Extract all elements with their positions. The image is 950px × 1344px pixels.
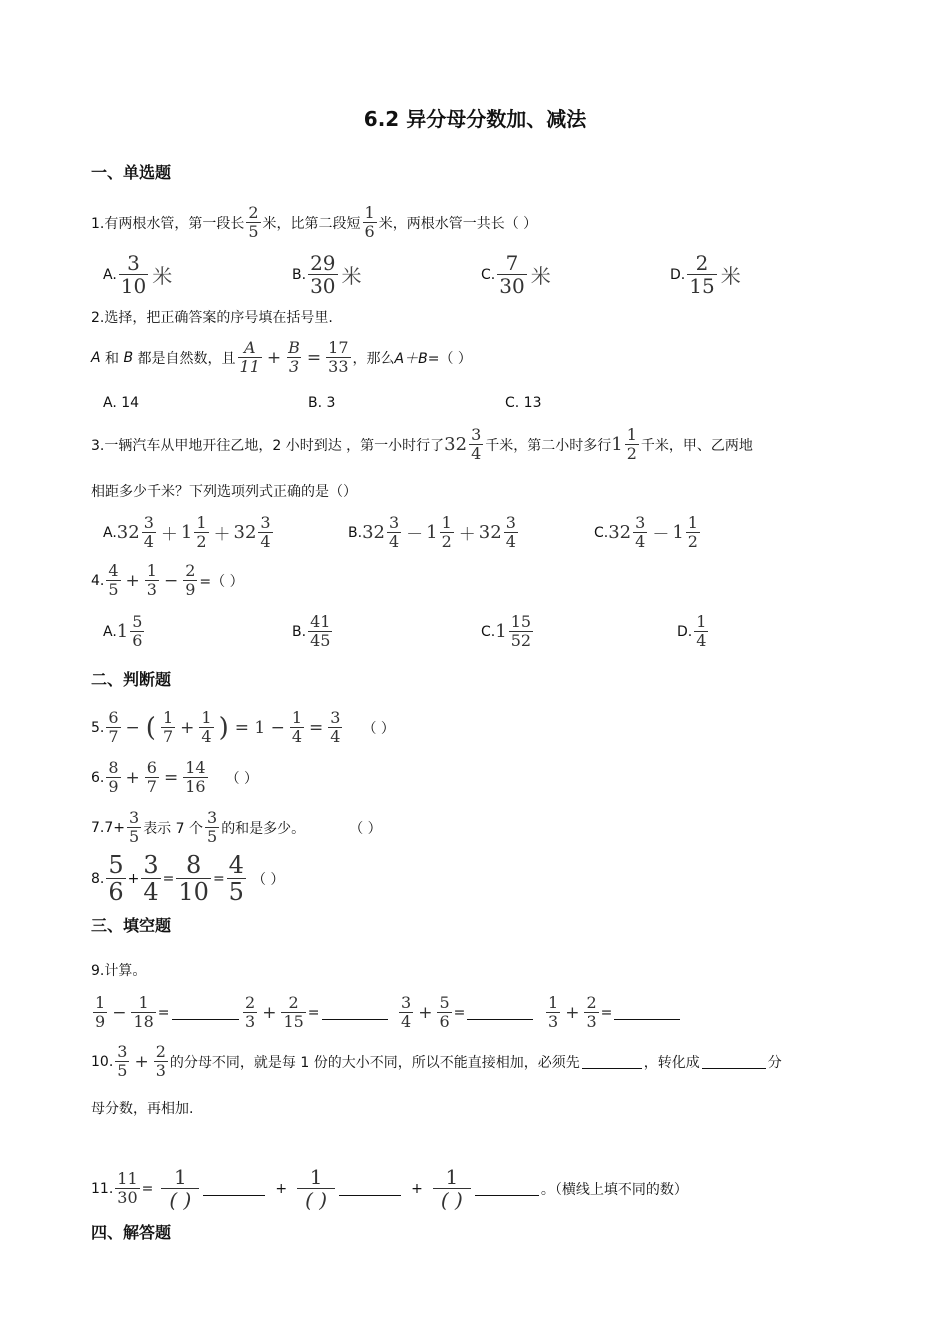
denominator: 3	[586, 1012, 597, 1031]
q3-option-c[interactable]	[594, 515, 702, 550]
equals-sign: =	[163, 767, 179, 788]
numerator: 1	[173, 1165, 187, 1189]
q8-number: 8.	[91, 870, 105, 887]
unit-label: 米	[720, 264, 741, 288]
numerator: 11	[117, 1169, 138, 1188]
numerator: 1	[146, 561, 157, 580]
plus-sign: +	[266, 347, 282, 368]
numerator: 1	[687, 513, 698, 532]
plus-sign: ＋	[213, 525, 231, 545]
q1-prefix: 1.有两根水管，第一段长	[91, 215, 245, 232]
option-fraction	[308, 614, 332, 649]
question-3-line-2: 相距多少千米？下列选项列式正确的是（）	[91, 484, 357, 500]
q2-fraction-3	[326, 340, 350, 375]
q8-fraction-3	[176, 853, 211, 904]
numerator: 41	[310, 612, 331, 631]
q7-mid: 表示 7 个	[143, 820, 203, 837]
denominator: 45	[310, 631, 331, 650]
mixed-whole: 1	[426, 522, 438, 543]
numerator: 2	[288, 993, 299, 1012]
q10-text-2: ，转化成	[643, 1054, 700, 1071]
q2-option-b[interactable]: B. 3	[308, 395, 336, 411]
numerator: 1	[196, 513, 207, 532]
denominator: 4	[696, 631, 707, 650]
question-6	[91, 760, 258, 795]
answer-paren: （ ）	[225, 770, 259, 787]
option-label: A.	[103, 266, 117, 283]
q8-fraction-1	[106, 853, 125, 904]
denominator: 18	[133, 1012, 154, 1031]
denominator: 6	[108, 878, 124, 906]
plus-sign: +	[125, 767, 140, 788]
q4-option-c[interactable]	[481, 614, 535, 649]
denominator: 15	[689, 274, 715, 298]
option-label: A.	[103, 524, 117, 541]
q11-fraction-1	[115, 1171, 139, 1206]
denominator: 4	[260, 532, 271, 551]
q2-expression: A＋B=	[394, 350, 440, 367]
answer-paren: （ ）	[251, 871, 285, 888]
denominator: 9	[108, 777, 119, 796]
equals-sign: =	[212, 870, 225, 887]
mixed-whole: 32	[444, 434, 468, 455]
q10-number: 10.	[91, 1053, 114, 1070]
q5-fraction-3	[199, 710, 213, 745]
equals-sign: =	[453, 1004, 466, 1021]
equals-sign: =	[309, 717, 324, 738]
equals-sign: =	[162, 870, 175, 887]
denominator: 7	[108, 727, 119, 746]
q7-fraction-2	[205, 810, 219, 845]
numerator: 3	[388, 513, 400, 532]
option-label: C.	[481, 266, 496, 283]
denominator: 16	[185, 777, 206, 796]
plus-sign: ＋	[458, 525, 476, 545]
option-label: C.	[594, 524, 609, 541]
numerator: 1	[364, 203, 375, 222]
fraction-b	[131, 995, 155, 1030]
q4-option-b[interactable]	[292, 614, 334, 649]
q3-mid: 千米，第二小时多行	[485, 437, 612, 454]
minus-sign: －	[652, 525, 670, 545]
numerator: 8	[108, 758, 119, 777]
q1-option-a[interactable]	[103, 253, 172, 296]
answer-blank[interactable]	[582, 1054, 642, 1069]
answer-blank[interactable]	[475, 1181, 539, 1196]
denominator: 6	[364, 222, 375, 241]
numerator: 3	[471, 425, 482, 444]
question-2-line-2	[91, 340, 472, 375]
q6-number: 6.	[91, 769, 105, 786]
plus-sign: +	[275, 1180, 288, 1197]
var-b: B	[123, 349, 134, 366]
denominator: 10	[178, 878, 209, 906]
q1-fraction-2	[363, 205, 377, 240]
option-fraction	[130, 614, 144, 649]
numerator: 5	[132, 612, 143, 631]
numerator: 17	[328, 338, 349, 357]
denominator: 4	[401, 1012, 412, 1031]
q5-fraction-4	[290, 710, 304, 745]
denominator: 4	[330, 727, 341, 746]
denominator: 15	[283, 1012, 304, 1031]
q6-fraction-1	[106, 760, 120, 795]
operator: +	[565, 1002, 580, 1023]
question-10-line-1	[91, 1044, 782, 1079]
page-title: 6.2 异分母分数加、减法	[363, 107, 587, 131]
denominator: 4	[505, 532, 516, 551]
numerator: 5	[108, 851, 124, 879]
option-fraction	[308, 253, 337, 296]
numerator: 14	[185, 758, 206, 777]
equals-sign: =	[157, 1004, 170, 1021]
q10-text-3: 分	[767, 1054, 782, 1071]
option-fraction	[694, 614, 708, 649]
option-label: D.	[670, 266, 686, 283]
denominator: 4	[471, 444, 482, 463]
denominator: 3	[288, 357, 300, 376]
q4-fraction-1	[106, 563, 120, 598]
q11-number: 11.	[91, 1180, 114, 1197]
mixed-fraction	[686, 515, 700, 550]
mixed-whole: 1	[495, 621, 507, 642]
section-heading-true-false: 二、判断题	[91, 670, 172, 689]
equals-sign: =	[306, 347, 322, 368]
denominator: ( )	[161, 1188, 199, 1210]
numerator: 3	[505, 513, 516, 532]
q7-fraction-1	[127, 810, 141, 845]
q8-fraction-4	[227, 853, 246, 904]
answer-blank[interactable]	[702, 1054, 766, 1069]
question-7	[91, 810, 382, 845]
denominator: 10	[120, 274, 147, 298]
question-5	[91, 710, 395, 745]
q3-option-b[interactable]	[348, 515, 520, 550]
denominator: 5	[108, 580, 119, 599]
section-heading-solve: 四、解答题	[91, 1223, 172, 1242]
mixed-fraction	[194, 515, 208, 550]
right-paren: )	[218, 712, 229, 743]
section-heading-fill-in: 三、填空题	[91, 916, 172, 935]
mixed-whole: 32	[233, 522, 257, 543]
q1-suffix: 米，两根水管一共长（ ）	[378, 215, 538, 232]
q11-end: 。（横线上填不同的数）	[540, 1181, 688, 1198]
equals-sign: =	[600, 1004, 613, 1021]
mixed-whole: 1	[611, 434, 623, 455]
mixed-whole: 32	[116, 522, 140, 543]
q5-fraction-2	[161, 710, 175, 745]
operator: +	[262, 1002, 277, 1023]
q2-fraction-2	[286, 340, 302, 375]
operator: −	[112, 1002, 127, 1023]
answer-paren: （ ）	[439, 350, 472, 367]
mixed-whole: 1	[672, 522, 684, 543]
mixed-fraction	[258, 515, 272, 550]
denominator: 5	[248, 222, 259, 241]
plus-sign: +	[125, 570, 140, 591]
numerator: 1	[626, 425, 637, 444]
q4-option-d[interactable]	[677, 614, 710, 649]
numerator: 1	[696, 612, 707, 631]
denominator: 30	[310, 274, 336, 298]
question-11	[91, 1167, 688, 1210]
denominator: ( )	[433, 1188, 471, 1210]
denominator: 3	[155, 1061, 166, 1080]
numerator: 1	[201, 708, 212, 727]
mixed-fraction	[440, 515, 454, 550]
numerator: 7	[505, 251, 519, 275]
and-text: 和	[100, 350, 124, 367]
q1-option-c[interactable]	[481, 253, 551, 296]
answer-paren: （ ）	[349, 820, 382, 837]
denominator: 5	[117, 1061, 128, 1080]
denominator: 7	[162, 727, 174, 746]
question-4	[91, 563, 244, 598]
q3-prefix: 3.一辆汽车从甲地开往乙地，2 小时到达 ，第一小时行了	[91, 437, 445, 454]
question-9-label: 9.计算。	[91, 963, 147, 979]
denominator: 2	[687, 532, 698, 551]
fraction-a	[399, 995, 413, 1030]
numerator: 1	[548, 993, 559, 1012]
denominator: 3	[146, 580, 157, 599]
question-9-items	[91, 995, 682, 1030]
denominator: 5	[207, 827, 218, 846]
mixed-fraction	[633, 515, 647, 550]
mixed-fraction	[504, 515, 518, 550]
option-label: D.	[677, 623, 693, 640]
mixed-whole: 1	[180, 522, 193, 543]
unit-fraction	[161, 1167, 199, 1210]
q10-fraction-2	[154, 1044, 168, 1079]
question-3-line-1	[91, 427, 753, 462]
option-fraction	[497, 253, 526, 296]
denominator: 52	[510, 631, 532, 650]
denominator: 3	[548, 1012, 559, 1031]
q2-fraction-1	[238, 340, 262, 375]
numerator: 1	[95, 993, 106, 1012]
numerator: 3	[143, 513, 154, 532]
numerator: 3	[127, 251, 140, 275]
denominator: 3	[245, 1012, 256, 1031]
mixed-whole: 32	[478, 522, 502, 543]
numerator: 3	[635, 513, 646, 532]
numerator: 4	[228, 851, 244, 879]
answer-blank[interactable]	[467, 1005, 533, 1020]
q1-mid: 米，比第二段短	[262, 215, 361, 232]
numerator: 1	[441, 513, 452, 532]
q2-text-2: ，那么	[352, 350, 395, 367]
mixed-fraction	[142, 515, 156, 550]
denominator: 11	[239, 357, 260, 376]
numerator: 1	[291, 708, 303, 727]
minus-sign: −	[163, 570, 179, 591]
option-label: C.	[481, 623, 496, 640]
numerator: 3	[129, 808, 140, 827]
unit-fraction	[433, 1167, 471, 1210]
denominator: 4	[291, 727, 303, 746]
numerator: 2	[248, 203, 259, 222]
denominator: 4	[143, 878, 159, 906]
q9-item-2	[241, 995, 397, 1030]
q3-suffix: 千米，甲、乙两地	[640, 437, 753, 454]
numerator: 1	[445, 1165, 459, 1189]
numerator: 2	[155, 1042, 166, 1061]
denominator: 5	[228, 878, 244, 906]
numerator: 1	[162, 708, 174, 727]
numerator: 3	[207, 808, 218, 827]
mixed-whole: 32	[608, 522, 632, 543]
question-1	[91, 205, 537, 240]
numerator: 6	[146, 758, 157, 777]
q4-tail: =（ ）	[199, 573, 244, 590]
numerator: 1	[309, 1165, 323, 1189]
q3-option-a[interactable]	[103, 515, 275, 550]
option-label: A.	[103, 623, 117, 640]
numerator: A	[243, 338, 256, 357]
fraction-b	[281, 995, 305, 1030]
numerator: 2	[185, 561, 196, 580]
unit-label: 米	[341, 264, 362, 288]
denominator: 2	[441, 532, 452, 551]
unit-label: 米	[152, 264, 173, 288]
denominator: 2	[626, 444, 637, 463]
fraction-a	[243, 995, 257, 1030]
fraction-a	[93, 995, 107, 1030]
plus-sign: +	[127, 870, 140, 887]
q4-option-a[interactable]	[103, 614, 146, 649]
denominator: 6	[439, 1012, 450, 1031]
numerator: 4	[108, 561, 119, 580]
mixed-whole: 1	[116, 621, 129, 642]
q5-fraction-5	[328, 710, 342, 745]
q9-item-1	[91, 995, 241, 1030]
fraction-a	[546, 995, 560, 1030]
minus-sign: －	[406, 525, 424, 545]
equals-sign: =	[307, 1004, 320, 1021]
denominator: 7	[146, 777, 157, 796]
q9-item-3	[397, 995, 544, 1030]
denominator: 9	[185, 580, 196, 599]
denominator: 4	[635, 532, 646, 551]
q2-text-1: 都是自然数，且	[133, 350, 236, 367]
answer-blank[interactable]	[614, 1005, 680, 1020]
numerator: 2	[695, 251, 709, 275]
q6-fraction-3	[183, 760, 207, 795]
denominator: 2	[196, 532, 207, 551]
numerator: 8	[186, 851, 202, 879]
numerator: 3	[143, 851, 159, 879]
q7-prefix: 7.7+	[91, 819, 125, 836]
numerator: 3	[401, 993, 412, 1012]
plus-sign: +	[180, 717, 195, 738]
numerator: B	[288, 338, 300, 357]
q2-option-c[interactable]: C. 13	[505, 395, 542, 411]
equals-sign: =	[141, 1180, 154, 1197]
numerator: 3	[117, 1042, 128, 1061]
equals-one-minus: = 1 −	[234, 717, 285, 738]
question-2-line-1: 2.选择，把正确答案的序号填在括号里.	[91, 310, 333, 326]
numerator: 29	[310, 251, 336, 275]
denominator: ( )	[297, 1188, 335, 1210]
answer-blank[interactable]	[172, 1005, 239, 1020]
option-label: B.	[292, 623, 307, 640]
numerator: 3	[330, 708, 341, 727]
denominator: 30	[499, 274, 525, 298]
plus-sign: +	[134, 1051, 149, 1072]
numerator: 6	[108, 708, 119, 727]
numerator: 15	[510, 612, 532, 631]
q10-fraction-1	[115, 1044, 129, 1079]
left-paren: (	[145, 712, 156, 743]
q4-fraction-2	[145, 563, 159, 598]
denominator: 4	[388, 532, 400, 551]
mixed-fraction	[387, 515, 401, 550]
option-fraction	[687, 253, 716, 296]
answer-blank[interactable]	[339, 1181, 401, 1196]
q5-fraction-1	[106, 710, 120, 745]
denominator: 5	[129, 827, 140, 846]
denominator: 4	[143, 532, 154, 551]
denominator: 9	[95, 1012, 106, 1031]
option-fraction	[119, 253, 148, 296]
denominator: 30	[117, 1188, 138, 1207]
q1-option-b[interactable]	[292, 253, 362, 296]
question-10-line-2: 母分数，再相加.	[91, 1101, 194, 1117]
mixed-fraction	[469, 427, 483, 462]
answer-blank[interactable]	[322, 1005, 388, 1020]
q10-text-1: 的分母不同，就是每 1 份的大小不同，所以不能直接相加，必须先	[169, 1054, 580, 1071]
q4-fraction-3	[183, 563, 197, 598]
var-a: A	[91, 349, 101, 366]
answer-paren: （ ）	[362, 720, 395, 737]
mixed-fraction	[625, 427, 639, 462]
plus-sign: +	[411, 1180, 423, 1197]
option-fraction	[509, 614, 533, 649]
denominator: 6	[132, 631, 143, 650]
minus-sign: −	[125, 717, 140, 738]
q4-number: 4.	[91, 572, 105, 589]
section-heading-single-choice: 一、单选题	[91, 163, 172, 182]
numerator: 1	[138, 993, 149, 1012]
numerator: 3	[260, 513, 271, 532]
q5-number: 5.	[91, 719, 105, 736]
numerator: 2	[245, 993, 256, 1012]
fraction-b	[437, 995, 451, 1030]
mixed-whole: 32	[362, 522, 385, 543]
unit-fraction	[297, 1167, 335, 1210]
option-label: B.	[348, 524, 363, 541]
q1-fraction-1	[246, 205, 260, 240]
q1-option-d[interactable]	[670, 253, 741, 296]
q6-fraction-2	[145, 760, 159, 795]
numerator: 2	[586, 993, 597, 1012]
q7-suffix: 的和是多少。	[221, 820, 306, 837]
denominator: 33	[328, 357, 349, 376]
fraction-b	[584, 995, 598, 1030]
q8-fraction-2	[141, 853, 160, 904]
plus-sign: ＋	[160, 525, 178, 545]
option-label: B.	[292, 266, 307, 283]
q9-item-4	[544, 995, 682, 1030]
unit-label: 米	[530, 264, 551, 288]
q2-option-a[interactable]: A. 14	[103, 395, 140, 411]
answer-blank[interactable]	[203, 1181, 265, 1196]
numerator: 5	[439, 993, 450, 1012]
operator: +	[418, 1002, 433, 1023]
question-8	[91, 853, 284, 904]
denominator: 4	[201, 727, 212, 746]
